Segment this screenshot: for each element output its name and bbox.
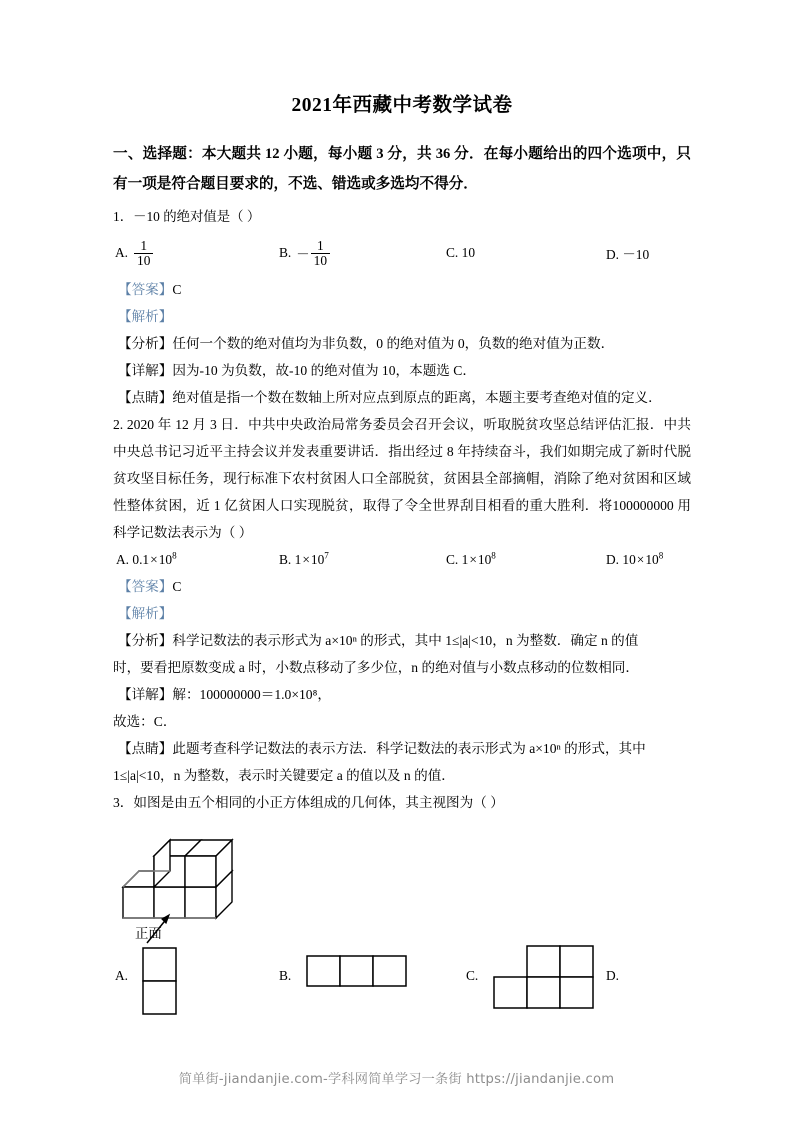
question-1-xiangjie-text: 因为-10 为负数，故-10 的绝对值为 10，本题选 C． [172,363,476,379]
question-3-option-d[interactable] [606,944,696,1022]
shape-cell [560,977,593,1008]
option-label-b: B. [279,245,292,261]
option-a-exponent: 8 [172,550,177,561]
front-face-label: 正面 [135,926,162,942]
shape-cell [307,956,340,986]
fraction-neg-one-tenth [311,239,330,268]
shape-cell [340,956,373,986]
question-1-xiangjie [118,357,691,384]
question-1-option-b[interactable] [279,230,331,276]
question-2-fenxi-text-1: 科学记数法的表示形式为 a×10ⁿ 的形式，其中 1≤|a|<10，n 为整数．确定 n 的值 [172,633,639,649]
question-3-options [113,944,691,1022]
cube-front-face [154,887,185,918]
question-1-answer-line [118,276,691,303]
multiply-icon: × [636,552,645,568]
question-2-fenxi-line-1 [118,627,691,654]
question-2-options [113,546,691,573]
fraction-denominator: 10 [134,253,153,268]
multiply-icon: × [302,552,310,568]
question-1-option-d[interactable] [606,230,649,276]
question-1-dianjing-text: 绝对值是指一个数在数轴上所对应点到原点的距离，本题主要考查绝对值的定义． [172,390,662,406]
question-2-dianjing-line-1 [118,735,691,762]
fenxi-tag: 【分析】 [118,336,173,352]
cube-front-face [185,856,216,887]
question-2-option-d[interactable]: D. $10\times 10^8$ [606,550,664,568]
question-2-answer-line [118,573,691,600]
option-c-text: C. 10 [446,245,476,261]
question-2-answer-value: C [172,579,182,595]
shape-cell [143,981,176,1014]
shape-cell [143,948,176,981]
question-1-fenxi-text: 任何一个数的绝对值均为非负数，0 的绝对值为 0，负数的绝对值为正数． [172,336,615,352]
shape-horizontal-3-svg [301,944,421,1020]
option-label-a: A. [115,968,129,984]
question-2-xiangjie-line-2: 故选：C． [113,714,177,730]
question-1-dianjing [118,384,691,411]
option-label-a: A. [115,245,129,261]
shape-cell [527,946,560,977]
option-d-mantissa: 10 [622,552,636,568]
option-c-exponent: 8 [491,550,496,561]
question-2-option-a[interactable]: A. $0.1\times 10^8$ [116,550,177,568]
xiangjie-tag: 【详解】 [118,687,173,703]
question-1-option-a[interactable] [115,230,154,276]
question-2-option-b[interactable]: B. $1\times 10^7$ [279,550,329,568]
minus-sign: － [296,246,310,262]
question-2-xiangjie [118,681,691,708]
option-label-c: C. [446,552,459,568]
fraction-one-tenth [134,239,153,268]
question-2-dianjing-line-2: 1≤|a|<10，n 为整数，表示时关键要定 a 的值以及 n 的值． [113,768,455,784]
shape-cell [373,956,406,986]
shape-cell [560,946,593,977]
question-2-stem: 2. 2020 年 12 月 3 日．中共中央政治局常务委员会召开会议，听取脱贫攻坚总结评估汇报．中共中央总书记习近平主持会议并发表重要讲话．指出经过 8 年持续奋斗，我们如期完成了新时代脱贫攻坚目标任务，现行标准下农村贫困人口全部脱贫，贫困县全部摘帽，消除了绝对贫困和区域性整体贫困，近 1 亿贫困人口实现脱贫，取得了令全世界刮目相看的重大胜利．将100000000 用科学记数法表示为（ ） [113,417,691,541]
option-label-d: D. [606,552,620,568]
dianjing-tag: 【点睛】 [118,390,173,406]
option-label-c: C. [466,968,479,984]
footer-watermark: 简单街-jiandanjie.com-学科网简单学习一条街 https://jiandanjie.com [178,1072,615,1087]
analysis-tag: 【解析】 [118,309,173,325]
dianjing-tag: 【点睛】 [118,741,173,757]
question-3-option-a[interactable] [115,944,265,1022]
option-c-mantissa: 1 [461,552,469,568]
analysis-tag: 【解析】 [118,606,173,622]
shape-l-5-svg [488,944,618,1020]
cube-front-face [185,887,216,918]
multiply-icon: × [469,552,477,568]
page-title: 2021年西藏中考数学试卷 [291,95,513,116]
question-2-xiangjie-text: 解：100000000＝1.0×10⁸， [172,687,331,703]
question-3-figure [113,816,691,944]
fraction-denominator: 10 [311,253,330,268]
shape-cell [527,977,560,1008]
xiangjie-tag: 【详解】 [118,363,173,379]
answer-tag: 【答案】 [118,282,173,298]
question-1-stem: 1．－10 的绝对值是（ ） [113,209,261,225]
option-label-b: B. [279,968,292,984]
fenxi-tag: 【分析】 [118,633,173,649]
section-heading: 一、选择题：本大题共 12 小题，每小题 3 分，共 36 分．在每小题给出的四个选项中，只有一项是符合题目要求的，不选、错选或多选均不得分． [113,146,691,193]
option-a-mantissa: 0.1 [132,552,150,568]
question-1-analysis-tag-line [118,303,691,330]
shape-cell [494,977,527,1008]
question-2-fenxi-line-2: 时，要看把原数变成 a 时，小数点移动了多少位，n 的绝对值与小数点移动的位数相同． [113,660,639,676]
question-3-option-b[interactable] [279,944,439,1022]
fraction-numerator: 1 [317,237,324,253]
option-b-exponent: 7 [324,550,329,561]
question-2-analysis-tag-line [118,600,691,627]
question-1-option-c[interactable] [446,230,475,276]
question-1-options [113,230,691,276]
question-3-option-c[interactable] [466,944,626,1022]
option-label-b: B. [279,552,292,568]
option-label-a: A. [116,552,130,568]
question-3-stem: 3．如图是由五个相同的小正方体组成的几何体，其主视图为（ ） [113,795,504,811]
cube-front-face [123,887,154,918]
option-d-text: D. －10 [606,246,650,262]
multiply-icon: × [150,552,158,568]
fraction-numerator: 1 [140,237,148,253]
question-2-dianjing-text-1: 此题考查科学记数法的表示方法．科学记数法的表示形式为 a×10ⁿ 的形式，其中 [172,741,646,757]
option-label-d: D. [606,968,620,984]
question-1-answer-value: C [172,282,182,298]
question-1-fenxi [118,330,691,357]
answer-tag: 【答案】 [118,579,173,595]
shape-vertical-2-svg [137,944,207,1020]
question-2-option-c[interactable]: C. $1\times 10^8$ [446,550,496,568]
option-b-mantissa: 1 [294,552,302,568]
document-content [113,0,691,1022]
option-d-exponent: 8 [658,550,664,561]
